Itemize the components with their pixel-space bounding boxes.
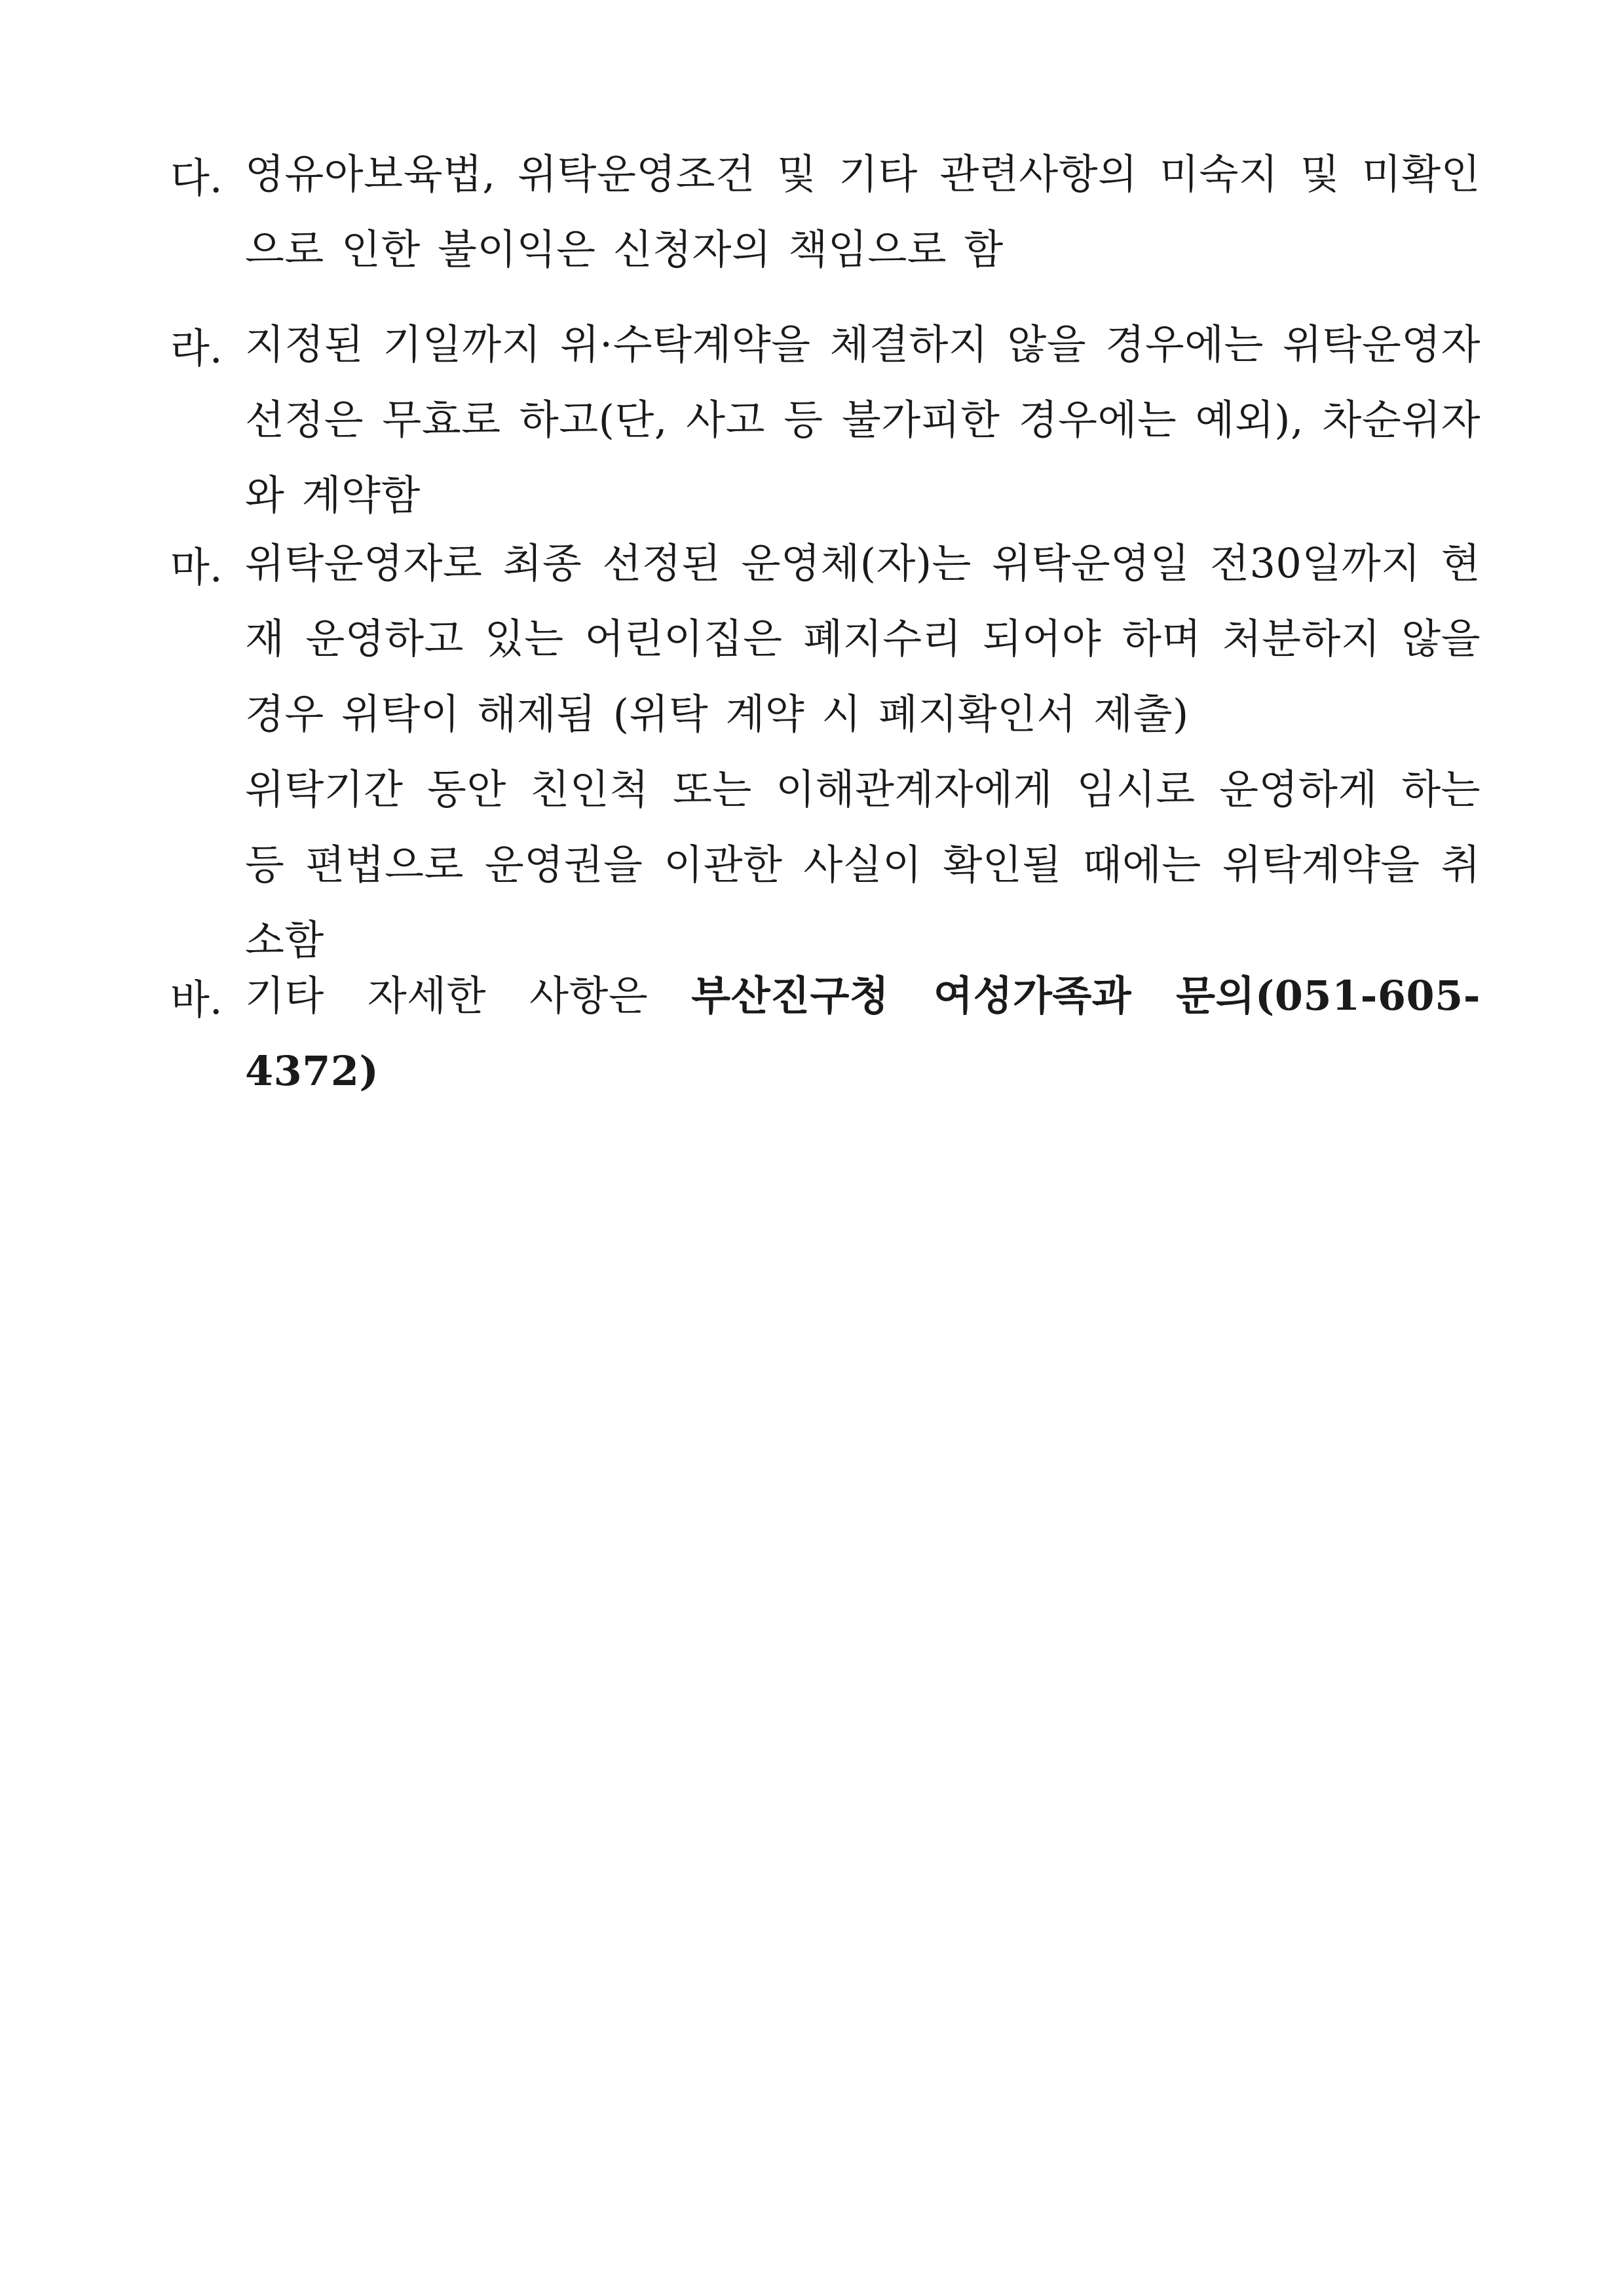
notice-item-ba <box>170 958 1481 1109</box>
item-text <box>245 307 1481 533</box>
item-text <box>245 136 1481 287</box>
item-marker: 바. <box>170 976 223 1024</box>
notice-item-ma <box>170 526 1481 978</box>
item-paragraph: 지정된 기일까지 위·수탁계약을 체결하지 않을 경우에는 위탁운영자 선정은 무효로 하고(단, 사고 등 불가피한 경우에는 예외), 차순위자와 계약함 <box>245 320 1481 519</box>
notice-item-ra <box>170 307 1481 533</box>
notice-item-da <box>170 136 1481 287</box>
item-marker: 라. <box>170 324 223 372</box>
item-text-prefix: 기타 자세한 사항은 <box>245 972 692 1020</box>
item-marker: 다. <box>170 154 223 202</box>
item-paragraph: 위탁운영자로 최종 선정된 운영체(자)는 위탁운영일 전30일까지 현재 운영하고 있는 어린이집은 폐지수리 되어야 하며 처분하지 않을 경우 위탁이 해제됨 (위탁 계약 시 폐지확인서 제출) <box>245 539 1481 738</box>
contact-info: 부산진구청 여성가족과 문의(051-605-4372) <box>245 972 1481 1095</box>
item-paragraph: 영유아보육법, 위탁운영조건 및 기타 관련사항의 미숙지 및 미확인으로 인한 불이익은 신청자의 책임으로 함 <box>245 150 1481 273</box>
item-paragraph-secondary: 위탁기간 동안 친인척 또는 이해관계자에게 임시로 운영하게 하는 등 편법으로 운영권을 이관한 사실이 확인될 때에는 위탁계약을 취소함 <box>245 765 1481 964</box>
item-text <box>245 526 1481 978</box>
item-text <box>245 958 1481 1109</box>
item-marker: 마. <box>170 543 223 591</box>
